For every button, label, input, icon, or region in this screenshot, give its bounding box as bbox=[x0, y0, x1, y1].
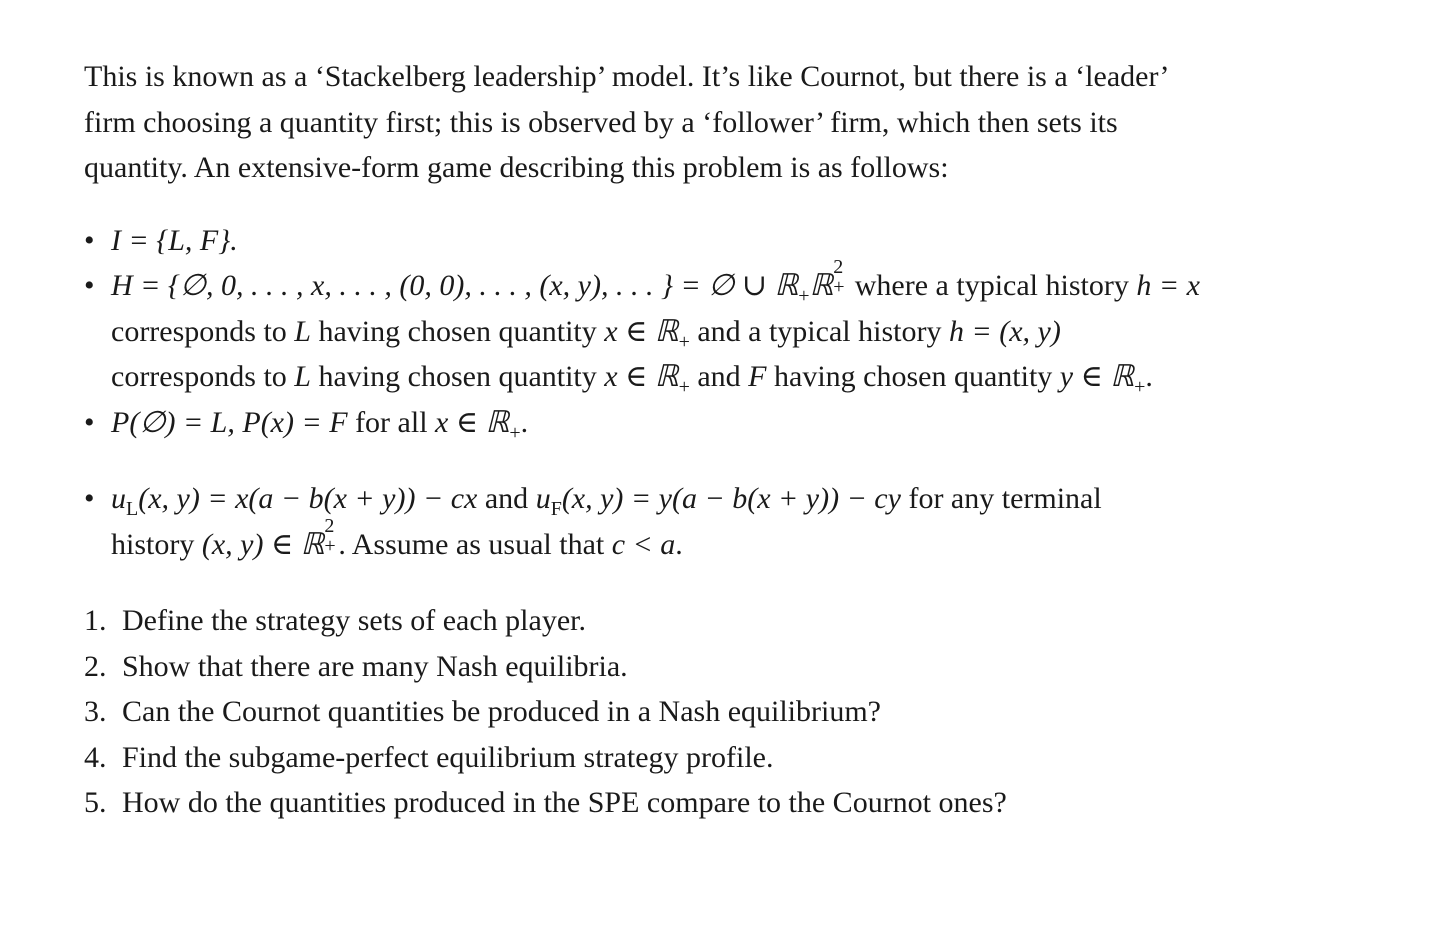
question-item: 5. How do the quantities produced in the SPE compare to the Cournot ones? bbox=[84, 786, 1007, 819]
histories-set: H = {∅, 0, . . . , x, . . . , (0, 0), . . . , (x, y), . . . } = ∅ ∪ ℝ bbox=[111, 269, 799, 302]
bullet: • bbox=[84, 269, 95, 302]
question-item: 3. Can the Cournot quantities be produced in a Nash equilibrium? bbox=[84, 695, 881, 728]
intro-paragraph bbox=[84, 54, 1274, 191]
question-list bbox=[84, 598, 1274, 826]
intro-line-2: firm choosing a quantity first; this is observed by a ‘follower’ firm, which then sets its bbox=[84, 105, 1118, 139]
question-item: 4. Find the subgame-perfect equilibrium strategy profile. bbox=[84, 740, 774, 774]
players-set: I = {L, F}. bbox=[111, 223, 238, 257]
intro-line-3: quantity. An extensive-form game describing this problem is as follows: bbox=[84, 151, 949, 184]
question-item: 1. Define the strategy sets of each player. bbox=[84, 604, 586, 637]
question-item: 2. Show that there are many Nash equilibria. bbox=[84, 649, 628, 683]
document-page bbox=[84, 54, 1274, 826]
players-item bbox=[84, 218, 1274, 264]
player-function-item: • P(∅) = L, P(x) = F for all x ∈ ℝ$_+$. bbox=[84, 400, 1274, 446]
bullet: • bbox=[84, 482, 95, 515]
payoffs-item: • $u_L(x$, y) = x(a − b(x + y)) − cx and $u_F(x$, y) = y(a − b(x + y)) − cy for any terminal history (x, y) ∈ ℝ 2 + . Assume as usual that c < a. bbox=[84, 476, 1274, 567]
game-definition-list bbox=[84, 218, 1274, 568]
bullet: • bbox=[84, 405, 95, 439]
intro-line-1: This is known as a ‘Stackelberg leadership’ model. It’s like Cournot, but there is a ‘leader’ bbox=[84, 60, 1170, 93]
histories-item: • H = {∅, 0, . . . , x, . . . , (0, 0), . . . , (x, y), . . . } = ∅ ∪ ℝ$_+$ℝ 2 + where a typical history h = x corresponds to L having chosen quantity x ∈ ℝ$_+$ and a typical history h = (x, y) corresponds to L having chosen quantity x ∈ ℝ$_+$ and F having chosen quantity y ∈ ℝ$_+$. bbox=[84, 256, 1200, 398]
bullet: • bbox=[84, 223, 95, 257]
